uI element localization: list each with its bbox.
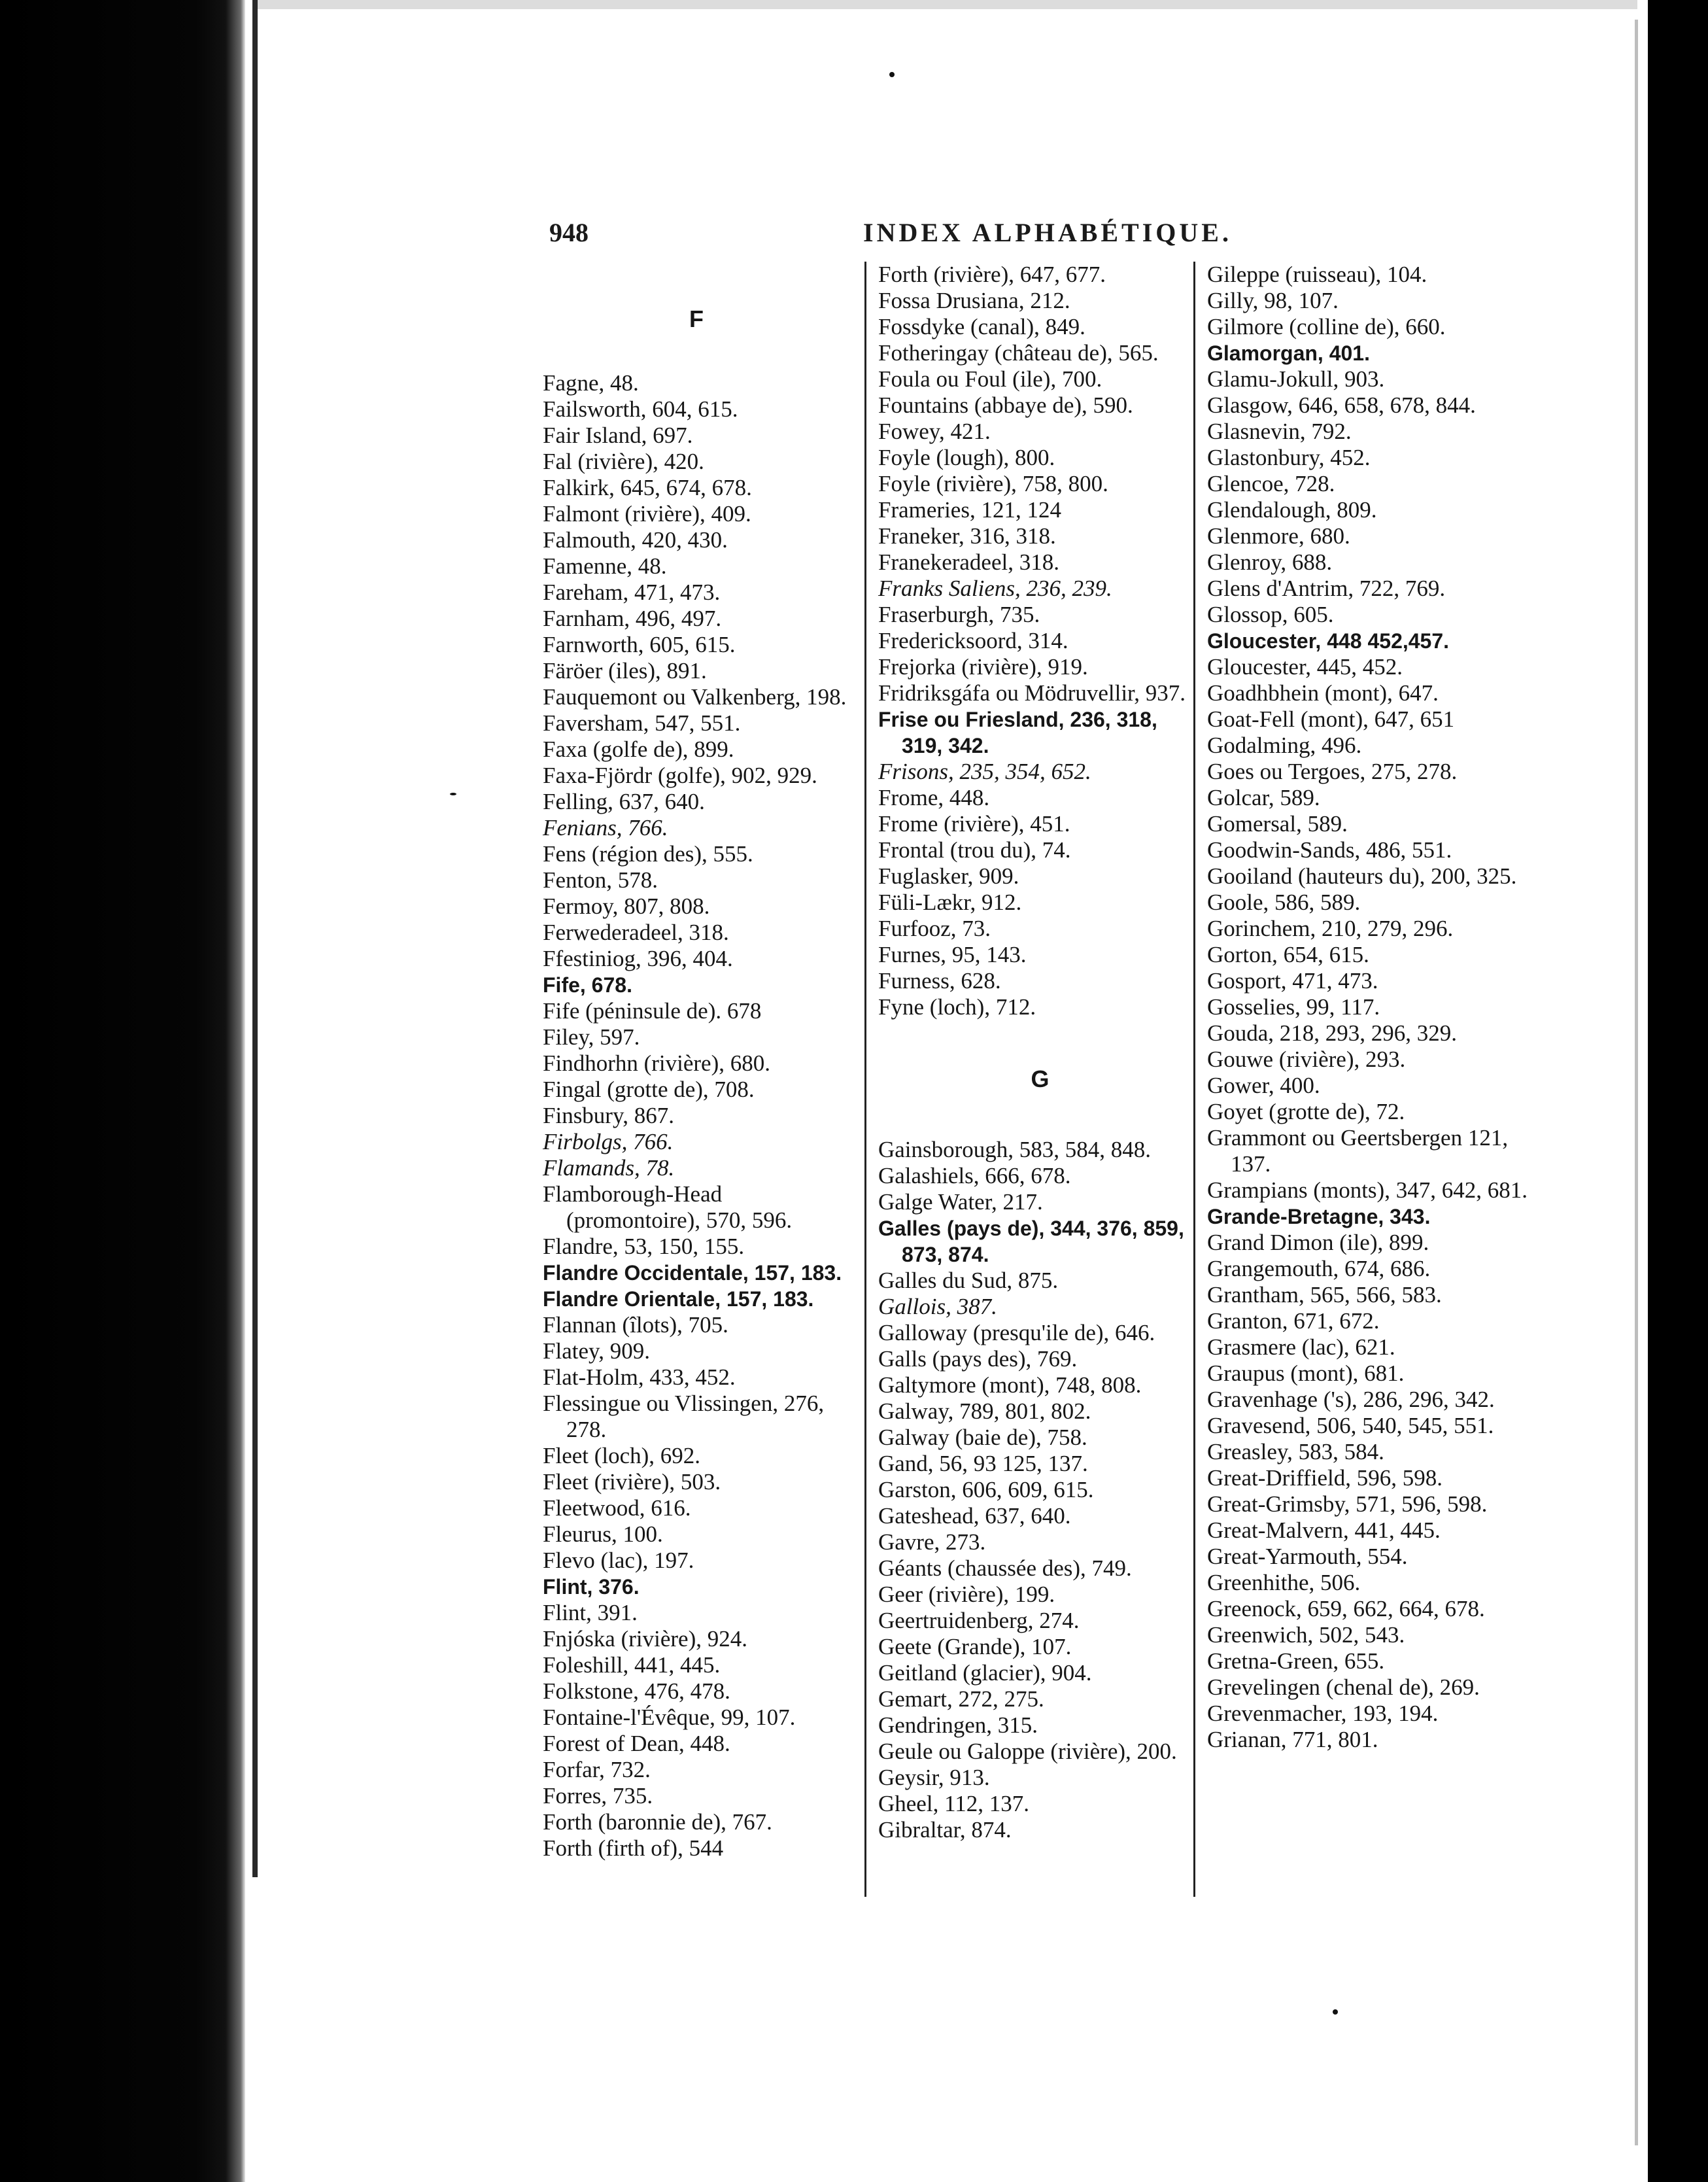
index-entry: Galloway (presqu'ile de), 646. [878,1320,1155,1345]
index-entry: Gileppe (ruisseau), 104. [1207,262,1427,287]
index-entry: Gateshead, 637, 640. [878,1503,1071,1529]
index-entry: Flint, 376. [543,1575,640,1599]
index-entry: Great-Malvern, 441, 445. [1207,1517,1441,1543]
index-entry: Gravenhage ('s), 286, 296, 342. [1207,1387,1495,1412]
index-entry: Glenroy, 688. [1207,549,1333,575]
index-entry: Failsworth, 604, 615. [543,396,738,422]
index-entry: Geertruidenberg, 274. [878,1608,1080,1633]
index-entry: Farnham, 496, 497. [543,606,722,631]
index-entry: Folkstone, 476, 478. [543,1678,730,1704]
page-left-edge [252,0,258,1877]
index-entry: Grantham, 565, 566, 583. [1207,1282,1442,1307]
index-entry: Goat-Fell (mont), 647, 651 [1207,706,1455,732]
index-entry: Ferwederadeel, 318. [543,920,729,945]
index-entry: Galtymore (mont), 748, 808. [878,1372,1142,1398]
index-entry: Grampians (monts), 347, 642, 681. [1207,1177,1528,1203]
index-entry: Glasnevin, 792. [1207,419,1352,444]
index-entry: Flamborough-Head (promontoire), 570, 596. [543,1181,793,1233]
index-entry: Flessingue ou Vlissingen, 276, 278. [543,1391,825,1442]
page-right-edge [1635,20,1638,2145]
index-entry: Flandre Occidentale, 157, 183. [543,1261,842,1285]
index-entry: Fnjóska (rivière), 924. [543,1626,747,1652]
index-entry: Gibraltar, 874. [878,1817,1012,1843]
index-entry: Geysir, 913. [878,1765,990,1790]
index-entry: Fontaine-l'Évêque, 99, 107. [543,1705,796,1730]
index-entry: Gouda, 218, 293, 296, 329. [1207,1020,1458,1046]
index-entry: Geitland (glacier), 904. [878,1660,1092,1686]
index-entry: Foyle (lough), 800. [878,445,1055,470]
index-entry: Glens d'Antrim, 722, 769. [1207,576,1446,601]
index-entry: Forth (firth of), 544 [543,1835,724,1861]
index-entry: Fredericksoord, 314. [878,628,1068,653]
index-entry: Gorton, 654, 615. [1207,942,1369,967]
index-entry: Gloucester, 448 452,457. [1207,629,1450,653]
index-entry: Graupus (mont), 681. [1207,1360,1405,1386]
index-entry: Gretna-Green, 655. [1207,1648,1385,1674]
index-entry: Frome, 448. [878,785,990,810]
index-column-2 [864,262,1202,1897]
index-entry: Goadhbhein (mont), 647. [1207,680,1439,706]
index-entry: Grianan, 771, 801. [1207,1727,1378,1752]
index-entry: Forest of Dean, 448. [543,1731,730,1756]
index-column-3 [1193,262,1534,1897]
index-entry: Flat-Holm, 433, 452. [543,1364,736,1390]
index-entry: Grevenmacher, 193, 194. [1207,1701,1439,1726]
index-entry: Garston, 606, 609, 615. [878,1477,1094,1502]
index-entry: Glamu-Jokull, 903. [1207,366,1385,392]
index-column-1 [543,262,850,1897]
index-entry: Fens (région des), 555. [543,841,753,867]
index-entry: Fraserburgh, 735. [878,602,1040,627]
letter-heading: F [689,305,704,332]
index-entry: Glenmore, 680. [1207,523,1350,549]
index-entry: Frise ou Friesland, 236, 318, 319, 342. [878,708,1157,757]
index-entry: Flamands, 78. [543,1155,675,1181]
index-entry: Färöer (iles), 891. [543,658,707,684]
index-entry: Frejorka (rivière), 919. [878,654,1088,680]
index-entry: Gallois, 387. [878,1294,997,1319]
index-entry: Falmouth, 420, 430. [543,527,728,553]
index-entry: Flannan (îlots), 705. [543,1312,728,1338]
index-entry: Fotheringay (château de), 565. [878,340,1159,366]
running-title: INDEX ALPHABÉTIQUE. [863,218,1232,247]
index-entry: Grasmere (lac), 621. [1207,1334,1395,1360]
index-entry: Géants (chaussée des), 749. [878,1555,1132,1581]
index-entry: Finsbury, 867. [543,1103,674,1128]
index-entry: Gosselies, 99, 117. [1207,994,1380,1020]
index-entry: Franeker, 316, 318. [878,523,1056,549]
index-entry: Galashiels, 666, 678. [878,1163,1071,1188]
index-entry: Great-Driffield, 596, 598. [1207,1465,1443,1491]
index-entry: Glendalough, 809. [1207,497,1377,523]
index-entry: Foleshill, 441, 445. [543,1652,721,1678]
index-entry: Fife, 678. [543,973,632,997]
index-entry: Filey, 597. [543,1024,640,1050]
index-entry: Gloucester, 445, 452. [1207,654,1403,680]
index-entry: Frisons, 235, 354, 652. [878,759,1091,784]
index-entry: Findhorhn (rivière), 680. [543,1050,770,1076]
index-entry: Gosport, 471, 473. [1207,968,1378,994]
index-entry: Fridriksgáfa ou Mödruvellir, 937. [878,680,1186,706]
index-entry: Foyle (rivière), 758, 800. [878,471,1108,496]
index-entry: Fermoy, 807, 808. [543,893,710,919]
index-entry: Farnworth, 605, 615. [543,632,736,657]
page-number: 948 [549,218,589,247]
index-entry: Firbolgs, 766. [543,1129,674,1154]
index-entry: Fleetwood, 616. [543,1495,691,1521]
index-entry: Gouwe (rivière), 293. [1207,1047,1406,1072]
index-entry: Grand Dimon (ile), 899. [1207,1230,1429,1255]
index-entry: Flatey, 909. [543,1338,650,1364]
index-entry: Glossop, 605. [1207,602,1334,627]
index-entry: Famenne, 48. [543,553,667,579]
index-entry: Forth (rivière), 647, 677. [878,262,1106,287]
index-entry: Gemart, 272, 275. [878,1686,1044,1712]
index-entry: Frameries, 121, 124 [878,497,1061,523]
index-entry: Glasgow, 646, 658, 678, 844. [1207,392,1476,418]
page-top-edge [258,0,1637,9]
index-entry: Flandre, 53, 150, 155. [543,1234,745,1259]
index-entry: Fuglasker, 909. [878,863,1019,889]
index-entry: Flint, 391. [543,1600,638,1625]
index-entry: Faversham, 547, 551. [543,710,741,736]
ink-speck [450,793,456,795]
index-entry: Fair Island, 697. [543,423,693,448]
index-entry: Galles (pays de), 344, 376, 859, 873, 874. [878,1217,1184,1266]
index-entry: Goole, 586, 589. [1207,890,1361,915]
index-entry: Goes ou Tergoes, 275, 278. [1207,759,1458,784]
index-entry: Gilmore (colline de), 660. [1207,314,1446,339]
index-entry: Geete (Grande), 107. [878,1634,1072,1659]
index-entry: Fenians, 766. [543,815,668,840]
index-entry: Gainsborough, 583, 584, 848. [878,1137,1152,1162]
index-entry: Grande-Bretagne, 343. [1207,1205,1431,1228]
index-entry: Gower, 400. [1207,1073,1320,1098]
index-entry: Gorinchem, 210, 279, 296. [1207,916,1454,941]
index-entry: Fyne (loch), 712. [878,994,1036,1020]
index-entry: Gavre, 273. [878,1529,986,1555]
index-entry: Grammont ou Geertsbergen 121, 137. [1207,1125,1509,1177]
index-entry: Franekeradeel, 318. [878,549,1059,575]
index-entry: Furness, 628. [878,968,1001,994]
index-entry: Greenhithe, 506. [1207,1570,1361,1595]
index-entry: Flevo (lac), 197. [543,1548,694,1573]
index-entry: Foula ou Foul (ile), 700. [878,366,1102,392]
index-entry: Fossa Drusiana, 212. [878,288,1070,313]
index-entry: Fauquemont ou Valkenberg, 198. [543,684,847,710]
index-entry: Godalming, 496. [1207,733,1362,758]
index-entry: Geule ou Galoppe (rivière), 200. [878,1739,1177,1764]
index-entry: Falkirk, 645, 674, 678. [543,475,752,500]
index-entry: Fleet (rivière), 503. [543,1469,721,1495]
scan-right-margin [1648,0,1708,2182]
index-entry: Gilly, 98, 107. [1207,288,1339,313]
index-entry: Fareham, 471, 473. [543,580,721,605]
index-entry: Gomersal, 589. [1207,811,1348,837]
index-entry: Fenton, 578. [543,867,658,893]
index-entry: Grangemouth, 674, 686. [1207,1256,1431,1281]
index-entry: Geer (rivière), 199. [878,1582,1055,1607]
index-entry: Faxa-Fjördr (golfe), 902, 929. [543,763,817,788]
index-entry: Furfooz, 73. [878,916,991,941]
index-entry: Fountains (abbaye de), 590. [878,392,1133,418]
index-entry: Greenock, 659, 662, 664, 678. [1207,1596,1485,1621]
index-entry: Gravesend, 506, 540, 545, 551. [1207,1413,1494,1438]
index-entry: Golcar, 589. [1207,785,1320,810]
index-entry: Forfar, 732. [543,1757,651,1782]
index-entry: Felling, 637, 640. [543,789,705,814]
index-entry: Fagne, 48. [543,370,639,396]
index-entry: Frontal (trou du), 74. [878,837,1071,863]
index-entry: Fleet (loch), 692. [543,1443,701,1468]
index-entry: Forth (baronnie de), 767. [543,1809,772,1835]
index-entry: Forres, 735. [543,1783,653,1809]
index-entry: Goyet (grotte de), 72. [1207,1099,1405,1124]
index-entry: Ffestiniog, 396, 404. [543,946,733,971]
index-entry: Franks Saliens, 236, 239. [878,576,1112,601]
index-entry: Glastonbury, 452. [1207,445,1371,470]
index-entry: Galge Water, 217. [878,1189,1043,1215]
index-entry: Galles du Sud, 875. [878,1268,1059,1293]
index-entry: Galway (baie de), 758. [878,1425,1087,1450]
index-entry: Great-Yarmouth, 554. [1207,1544,1408,1569]
index-entry: Gooiland (hauteurs du), 200, 325. [1207,863,1517,889]
index-entry: Fingal (grotte de), 708. [543,1077,755,1102]
index-entry: Faxa (golfe de), 899. [543,736,734,762]
ink-speck [1333,2009,1338,2015]
index-entry: Falmont (rivière), 409. [543,501,751,527]
index-entry: Galway, 789, 801, 802. [878,1398,1091,1424]
index-entry: Glamorgan, 401. [1207,341,1370,365]
index-entry: Great-Grimsby, 571, 596, 598. [1207,1491,1488,1517]
index-entry: Greenwich, 502, 543. [1207,1622,1405,1648]
index-entry: Flandre Orientale, 157, 183. [543,1287,814,1311]
index-entry: Goodwin-Sands, 486, 551. [1207,837,1452,863]
scan-left-margin [0,0,245,2182]
index-entry: Greasley, 583, 584. [1207,1439,1384,1464]
index-entry: Fowey, 421. [878,419,991,444]
index-entry: Fleurus, 100. [543,1521,663,1547]
index-entry: Füli-Lækr, 912. [878,890,1022,915]
index-entry: Granton, 671, 672. [1207,1308,1380,1334]
index-entry: Gendringen, 315. [878,1712,1038,1738]
index-entry: Grevelingen (chenal de), 269. [1207,1674,1480,1700]
index-entry: Fal (rivière), 420. [543,449,704,474]
index-entry: Gand, 56, 93 125, 137. [878,1451,1088,1476]
letter-heading: G [1031,1065,1050,1092]
ink-speck [889,72,895,77]
index-entry: Gheel, 112, 137. [878,1791,1030,1816]
index-entry: Glencoe, 728. [1207,471,1335,496]
index-entry: Frome (rivière), 451. [878,811,1070,837]
index-entry: Fossdyke (canal), 849. [878,314,1085,339]
index-entry: Galls (pays des), 769. [878,1346,1078,1372]
index-entry: Fife (péninsule de). 678 [543,998,762,1024]
index-entry: Furnes, 95, 143. [878,942,1027,967]
